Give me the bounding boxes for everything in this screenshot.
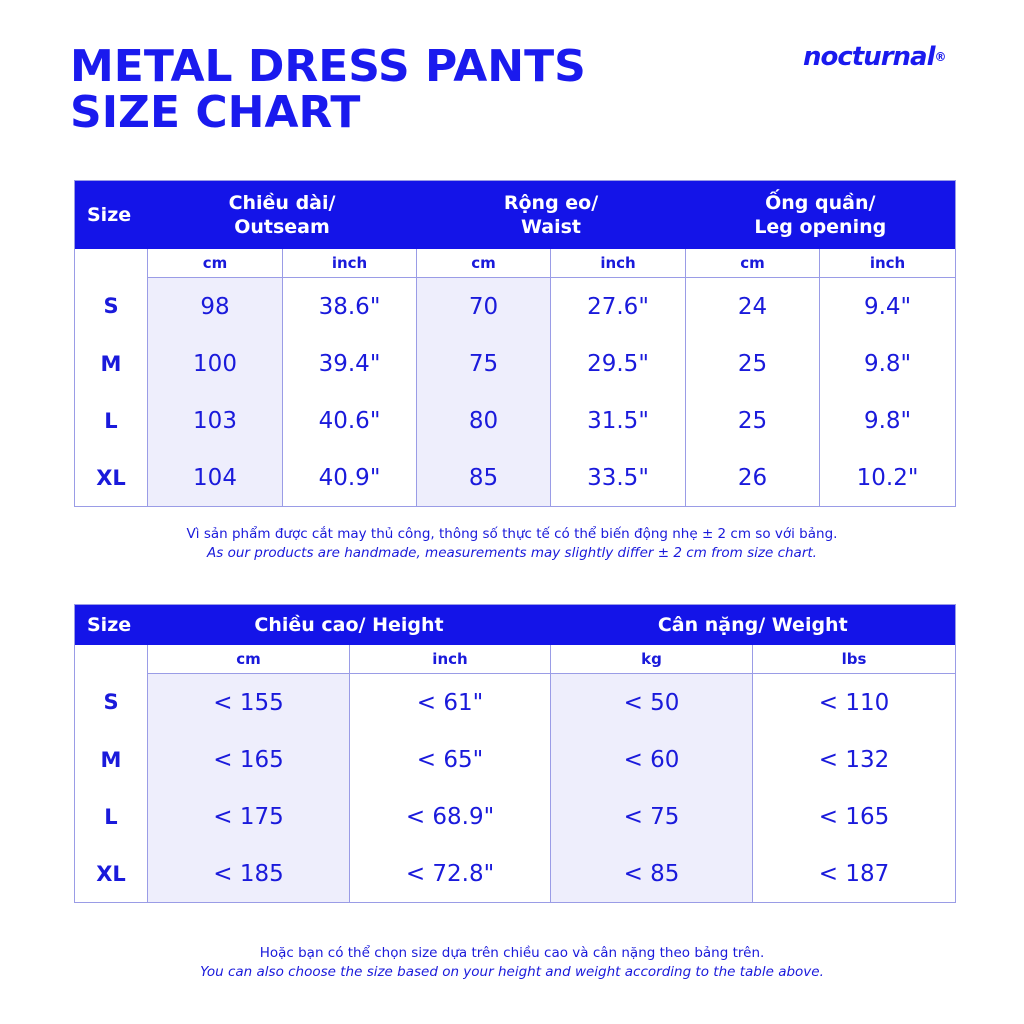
- table-row: [75, 335, 956, 392]
- height-weight-header-row: [75, 605, 956, 646]
- data-cell: < 132: [753, 731, 956, 788]
- data-cell: < 50: [551, 674, 753, 732]
- data-cell: < 155: [148, 674, 350, 732]
- size-label: M: [100, 351, 122, 376]
- data-cell: 103: [148, 392, 283, 449]
- data-cell: 80: [417, 392, 551, 449]
- height-weight-note-vi: Hoặc bạn có thể chọn size dựa trên chiều cao và cân nặng theo bảng trên.: [259, 945, 765, 961]
- height-weight-note: [0, 944, 1024, 982]
- height-weight-table: [74, 604, 956, 903]
- unit-cell: cm: [148, 645, 350, 674]
- data-cell: < 165: [753, 788, 956, 845]
- data-cell: < 175: [148, 788, 350, 845]
- data-cell: 39.4": [283, 335, 417, 392]
- data-cell: 9.8": [820, 335, 956, 392]
- size-header: Size: [75, 605, 148, 646]
- data-cell: < 185: [148, 845, 350, 903]
- page-title: [70, 41, 586, 138]
- table-row: [75, 449, 956, 507]
- table-row: [75, 674, 956, 732]
- data-cell: < 61": [350, 674, 551, 732]
- size-header: Size: [75, 181, 148, 250]
- unit-cell: cm: [686, 249, 820, 278]
- data-cell: 10.2": [820, 449, 956, 507]
- unit-cell: inch: [551, 249, 686, 278]
- brand-logo: [803, 42, 946, 72]
- unit-cell: inch: [283, 249, 417, 278]
- data-cell: 40.9": [283, 449, 417, 507]
- data-cell: 70: [417, 278, 551, 336]
- data-cell: 100: [148, 335, 283, 392]
- data-cell: 25: [686, 392, 820, 449]
- unit-cell: inch: [350, 645, 551, 674]
- data-cell: 40.6": [283, 392, 417, 449]
- unit-cell: lbs: [753, 645, 956, 674]
- size-label: M: [100, 747, 122, 772]
- data-cell: 38.6": [283, 278, 417, 336]
- unit-cell: cm: [417, 249, 551, 278]
- data-cell: < 68.9": [350, 788, 551, 845]
- data-cell: < 65": [350, 731, 551, 788]
- data-cell: < 85: [551, 845, 753, 903]
- data-cell: 85: [417, 449, 551, 507]
- measurements-table: [74, 180, 956, 507]
- data-cell: 98: [148, 278, 283, 336]
- table-row: [75, 731, 956, 788]
- unit-cell: kg: [551, 645, 753, 674]
- data-cell: 24: [686, 278, 820, 336]
- leg-opening-header: Ống quần/ Leg opening: [686, 181, 956, 250]
- title-line-1: METAL DRESS PANTS: [70, 41, 586, 92]
- size-label: L: [104, 804, 118, 829]
- data-cell: < 187: [753, 845, 956, 903]
- data-cell: < 165: [148, 731, 350, 788]
- height-header: Chiều cao/ Height: [148, 605, 551, 646]
- units-blank: [75, 645, 148, 674]
- height-weight-note-en: You can also choose the size based on your height and weight according to the table above.: [200, 964, 824, 980]
- measurements-header-row: [75, 181, 956, 250]
- size-label: XL: [96, 861, 126, 886]
- table-row: [75, 392, 956, 449]
- outseam-header: Chiều dài/ Outseam: [148, 181, 417, 250]
- title-line-2: SIZE CHART: [70, 87, 361, 138]
- data-cell: 29.5": [551, 335, 686, 392]
- data-cell: 104: [148, 449, 283, 507]
- units-row: [75, 249, 956, 278]
- data-cell: 9.4": [820, 278, 956, 336]
- units-row: [75, 645, 956, 674]
- brand-logo-text: nocturnal: [803, 42, 935, 72]
- data-cell: 27.6": [551, 278, 686, 336]
- size-label: L: [104, 408, 118, 433]
- data-cell: < 60: [551, 731, 753, 788]
- data-cell: < 110: [753, 674, 956, 732]
- data-cell: 75: [417, 335, 551, 392]
- data-cell: 31.5": [551, 392, 686, 449]
- data-cell: 26: [686, 449, 820, 507]
- data-cell: 9.8": [820, 392, 956, 449]
- data-cell: 25: [686, 335, 820, 392]
- size-label: XL: [96, 465, 126, 490]
- weight-header: Cân nặng/ Weight: [551, 605, 956, 646]
- unit-cell: inch: [820, 249, 956, 278]
- data-cell: 33.5": [551, 449, 686, 507]
- unit-cell: cm: [148, 249, 283, 278]
- waist-header: Rộng eo/ Waist: [417, 181, 686, 250]
- table-row: [75, 278, 956, 336]
- data-cell: < 75: [551, 788, 753, 845]
- table-row: [75, 788, 956, 845]
- units-blank: [75, 249, 148, 278]
- data-cell: < 72.8": [350, 845, 551, 903]
- size-label: S: [103, 294, 119, 319]
- handmade-note-en: As our products are handmade, measurements may slightly differ ± 2 cm from size chart.: [207, 545, 817, 561]
- table-row: [75, 845, 956, 903]
- handmade-note: [0, 525, 1024, 563]
- size-label: S: [103, 690, 119, 715]
- registered-mark: ®: [934, 50, 946, 64]
- handmade-note-vi: Vì sản phẩm được cắt may thủ công, thông số thực tế có thể biến động nhẹ ± 2 cm so với bảng.: [186, 526, 838, 542]
